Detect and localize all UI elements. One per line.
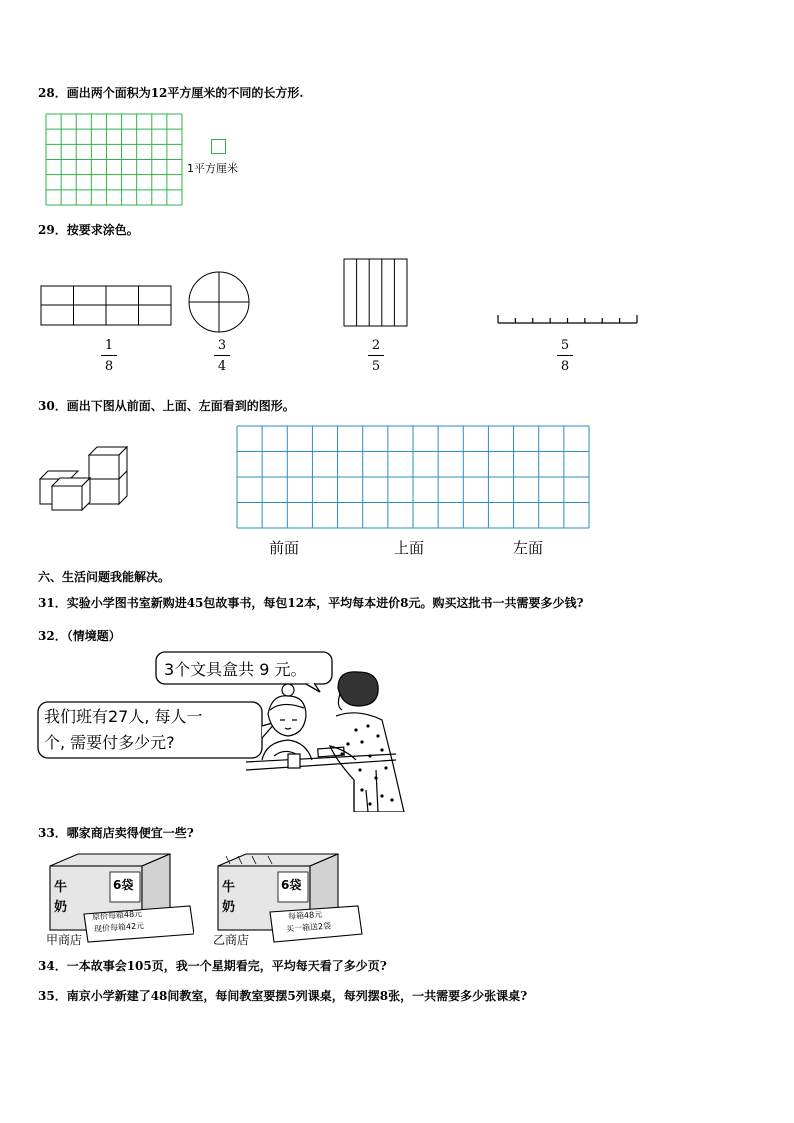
view-label-top: 上面 [394,539,425,557]
q29-rectangle-fifths[interactable] [343,258,409,328]
q30-cube-figure [38,440,130,512]
question-34: 34．一本故事会105页，我一个星期看完，平均每天看了多少页? [38,959,387,973]
question-29: 29．按要求涂色。 [38,223,139,237]
q29-circle-quarters[interactable] [187,270,251,334]
shop-a-box-char-2: 奶 [54,900,68,915]
q28-unit-label: 1平方厘米 [187,162,238,175]
shop-a-box-char-1: 牛 [54,880,68,895]
q29-fraction-3: 2 5 [366,339,386,373]
section-6-heading: 六、生活问题我能解决。 [38,570,171,584]
shop-b-sign-line2: 买一箱送2袋 [285,921,332,934]
shop-b-name: 乙商店 [213,933,250,947]
shop-a-sign-line1: 原价每箱48元 [91,909,143,922]
q30-drawing-grid[interactable] [236,425,590,529]
view-label-left: 左面 [513,539,544,557]
view-label-front: 前面 [269,539,300,557]
q29-fraction-2: 3 4 [212,339,232,373]
shop-a-bag-label: 6袋 [113,878,134,892]
q28-square-grid[interactable] [45,113,183,206]
shop-a-name: 甲商店 [46,933,83,947]
question-30: 30．画出下图从前面、上面、左面看到的图形。 [38,399,295,413]
shop-b-box-char-1: 牛 [222,880,236,895]
shop-a-sign-line2: 现价每箱42元 [93,921,145,934]
question-33: 33．哪家商店卖得便宜一些? [38,826,194,840]
girl-speech-line1: 我们班有27人, 每人一 [44,707,203,726]
question-32: 32．（情境题） [38,629,121,643]
shop-b-bag-label: 6袋 [281,878,302,892]
q28-unit-square [211,139,226,154]
q29-rectangle-eighths[interactable] [40,285,172,327]
q29-line-segment-eighths[interactable] [497,312,639,326]
question-35: 35．南京小学新建了48间教室，每间教室要摆5列课桌，每列摆8张，一共需要多少张课桌? [38,989,528,1003]
girl-speech-line2: 个, 需要付多少元? [44,733,175,752]
seller-speech-text: 3个文具盒共 9 元。 [164,660,307,679]
question-31: 31．实验小学图书室新购进45包故事书，每包12本，平均每本进价8元。购买这批书一共需要多少钱? [38,596,584,610]
q29-fraction-4: 5 8 [555,339,575,373]
shop-b-box-char-2: 奶 [222,900,236,915]
q29-fraction-1: 1 8 [99,339,119,373]
shop-b-sign-line1: 每箱48元 [287,909,323,922]
question-28: 28．画出两个面积为12平方厘米的不同的长方形. [38,86,304,100]
